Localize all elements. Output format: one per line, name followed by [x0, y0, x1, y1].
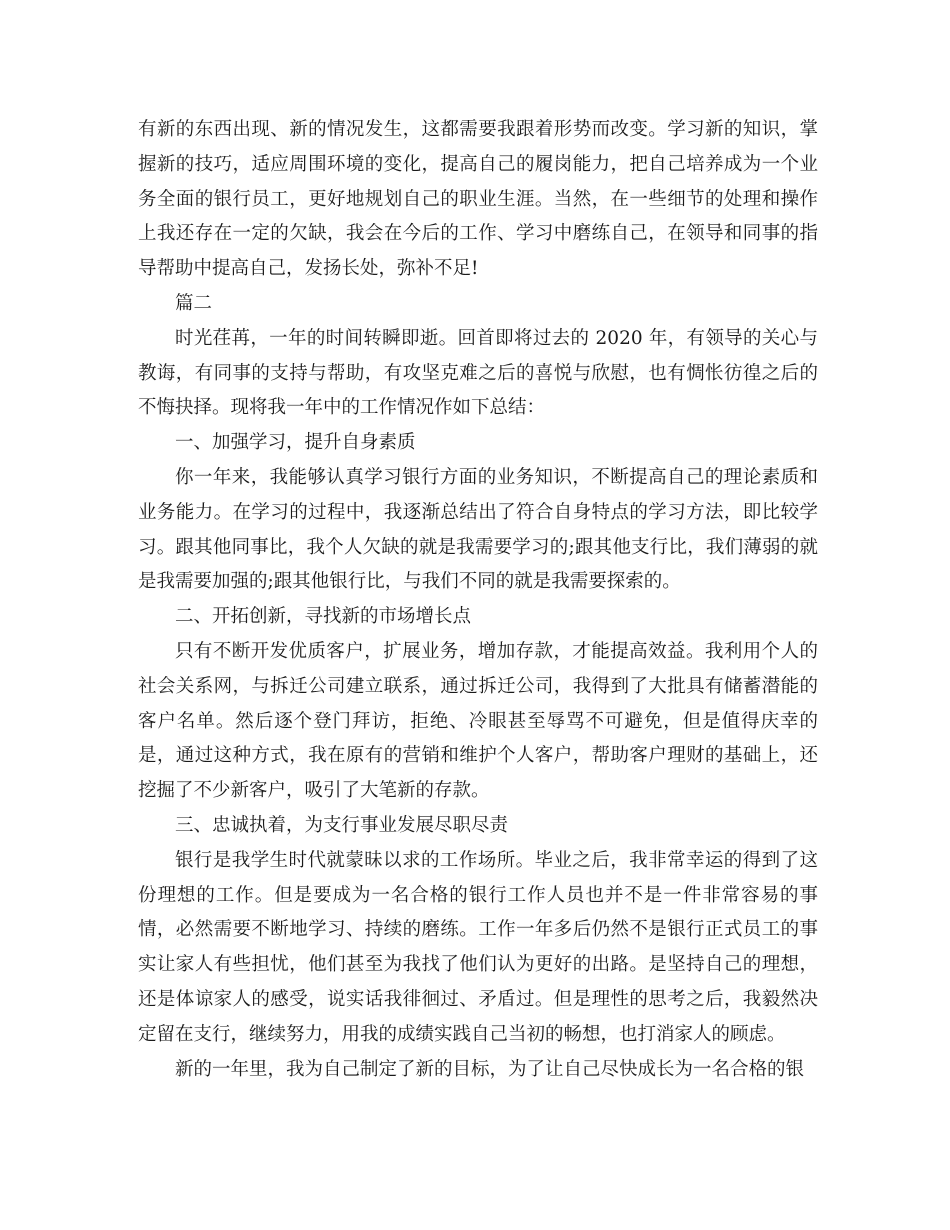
- section-heading-loyalty: 三、忠诚执着，为支行事业发展尽职尽责: [175, 814, 509, 836]
- section-heading-part-two: 篇二: [175, 292, 213, 314]
- document-body: [138, 113, 818, 1087]
- paragraph-continuation: 有新的东西出现、新的情况发生，这都需要我跟着形势而改变。学习新的知识，掌握新的技巧，适应周围环境的变化，提高自己的履岗能力，把自己培养成为一个业务全面的银行员工，更好地规划自己的职业生涯。当然，在一些细节的处理和操作上我还存在一定的欠缺，我会在今后的工作、学习中磨练自己，在领导和同事的指导帮助中提高自己，发扬长处，弥补不足!: [138, 119, 818, 280]
- paragraph-study: 你一年来，我能够认真学习银行方面的业务知识，不断提高自己的理论素质和业务能力。在学习的过程中，我逐渐总结出了符合自身特点的学习方法，即比较学习。跟其他同事比，我个人欠缺的就是我需要学习的;跟其他支行比，我们薄弱的就是我需要加强的;跟其他银行比，与我们不同的就是我需要探索的。: [138, 466, 818, 593]
- section-heading-innovation: 二、开拓创新，寻找新的市场增长点: [175, 606, 472, 628]
- paragraph-new-year: 新的一年里，我为自己制定了新的目标，为了让自己尽快成长为一名合格的银: [175, 1058, 805, 1080]
- paragraph-innovation: 只有不断开发优质客户，扩展业务，增加存款，才能提高效益。我利用个人的社会关系网，与拆迁公司建立联系，通过拆迁公司，我得到了大批具有储蓄潜能的客户名单。然后逐个登门拜访，拒绝、冷眼甚至辱骂不可避免，但是值得庆幸的是，通过这种方式，我在原有的营销和维护个人客户，帮助客户理财的基础上，还挖掘了不少新客户，吸引了大笔新的存款。: [138, 640, 818, 802]
- section-heading-study: 一、加强学习，提升自身素质: [175, 432, 416, 454]
- paragraph-loyalty: 银行是我学生时代就蒙昧以求的工作场所。毕业之后，我非常幸运的得到了这份理想的工作。但是要成为一名合格的银行工作人员也并不是一件非常容易的事情，必然需要不断地学习、持续的磨练。工作一年多后仍然不是银行正式员工的事实让家人有些担忧，他们甚至为我找了他们认为更好的出路。是坚持自己的理想，还是体谅家人的感受，说实话我徘徊过、矛盾过。但是理性的思考之后，我毅然决定留在支行，继续努力，用我的成绩实践自己当初的畅想，也打消家人的顾虑。: [138, 849, 818, 1045]
- paragraph-intro: 时光荏苒，一年的时间转瞬即逝。回首即将过去的 2020 年，有领导的关心与教诲，有同事的支持与帮助，有攻坚克难之后的喜悦与欣慰，也有惆怅彷徨之后的不悔抉择。现将我一年中的工作情况作如下总结：: [138, 327, 818, 419]
